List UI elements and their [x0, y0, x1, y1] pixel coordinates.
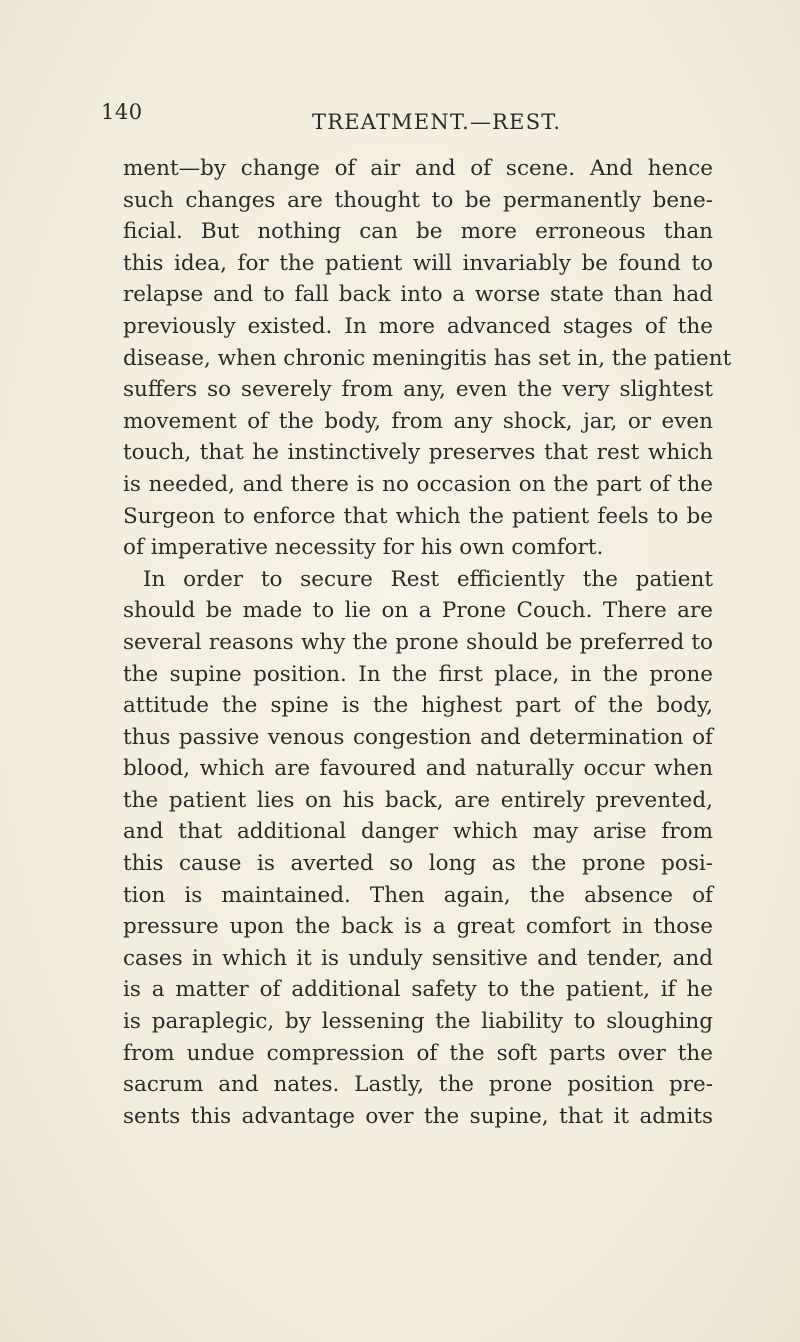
text-line: touch, that he instinctively preserves that rest which: [123, 440, 713, 466]
text-line: from undue compression of the soft parts over the: [123, 1040, 713, 1066]
text-line: attitude the spine is the highest part of the body,: [123, 693, 713, 719]
text-line: relapse and to fall back into a worse state than had: [123, 282, 713, 308]
text-line: tion is maintained. Then again, the absence of: [123, 882, 713, 908]
text-line: thus passive venous congestion and determination of: [123, 724, 713, 750]
text-line: this idea, for the patient will invariably be found to: [123, 250, 713, 276]
text-line: ment—by change of air and of scene. And hence: [123, 156, 713, 181]
text-line: pressure upon the back is a great comfort in those: [123, 914, 713, 940]
text-line: movement of the body, from any shock, jar, or even: [123, 408, 713, 434]
text-line: and that additional danger which may arise from: [123, 819, 713, 845]
text-line: is paraplegic, by lessening the liability to sloughing: [123, 1009, 713, 1035]
text-line: suffers so severely from any, even the very slightest: [123, 377, 713, 403]
text-line: disease, when chronic meningitis has set in, the patient: [123, 345, 732, 371]
text-line: is needed, and there is no occasion on the part of the: [123, 471, 713, 497]
text-line: is a matter of additional safety to the patient, if he: [123, 977, 713, 1003]
text-line: sacrum and nates. Lastly, the prone position pre-: [123, 1072, 713, 1098]
running-title: TREATMENT.—REST.: [312, 110, 562, 134]
text-line: this cause is averted so long as the prone posi-: [123, 851, 713, 877]
page-number: 140: [101, 100, 143, 124]
text-line: ficial. But nothing can be more erroneous than: [123, 219, 713, 245]
text-line: Surgeon to enforce that which the patient feels to be: [123, 503, 713, 529]
text-line: sents this advantage over the supine, that it admits: [123, 1103, 713, 1129]
paragraph-end-line: of imperative necessity for his own comfort.: [123, 535, 604, 561]
body-text: [123, 153, 732, 1132]
text-line: the patient lies on his back, are entirely prevented,: [123, 787, 713, 813]
text-line: previously existed. In more advanced stages of the: [123, 313, 713, 339]
text-line: cases in which it is unduly sensitive and tender, and: [123, 945, 713, 971]
text-line: blood, which are favoured and naturally occur when: [123, 756, 713, 782]
text-line: such changes are thought to be permanently bene-: [123, 187, 713, 213]
text-line: several reasons why the prone should be preferred to: [123, 629, 713, 655]
text-line: the supine position. In the first place, in the prone: [123, 661, 713, 687]
text-line: should be made to lie on a Prone Couch. There are: [123, 598, 713, 624]
paragraph-start-line: In order to secure Rest efficiently the patient: [143, 566, 713, 592]
